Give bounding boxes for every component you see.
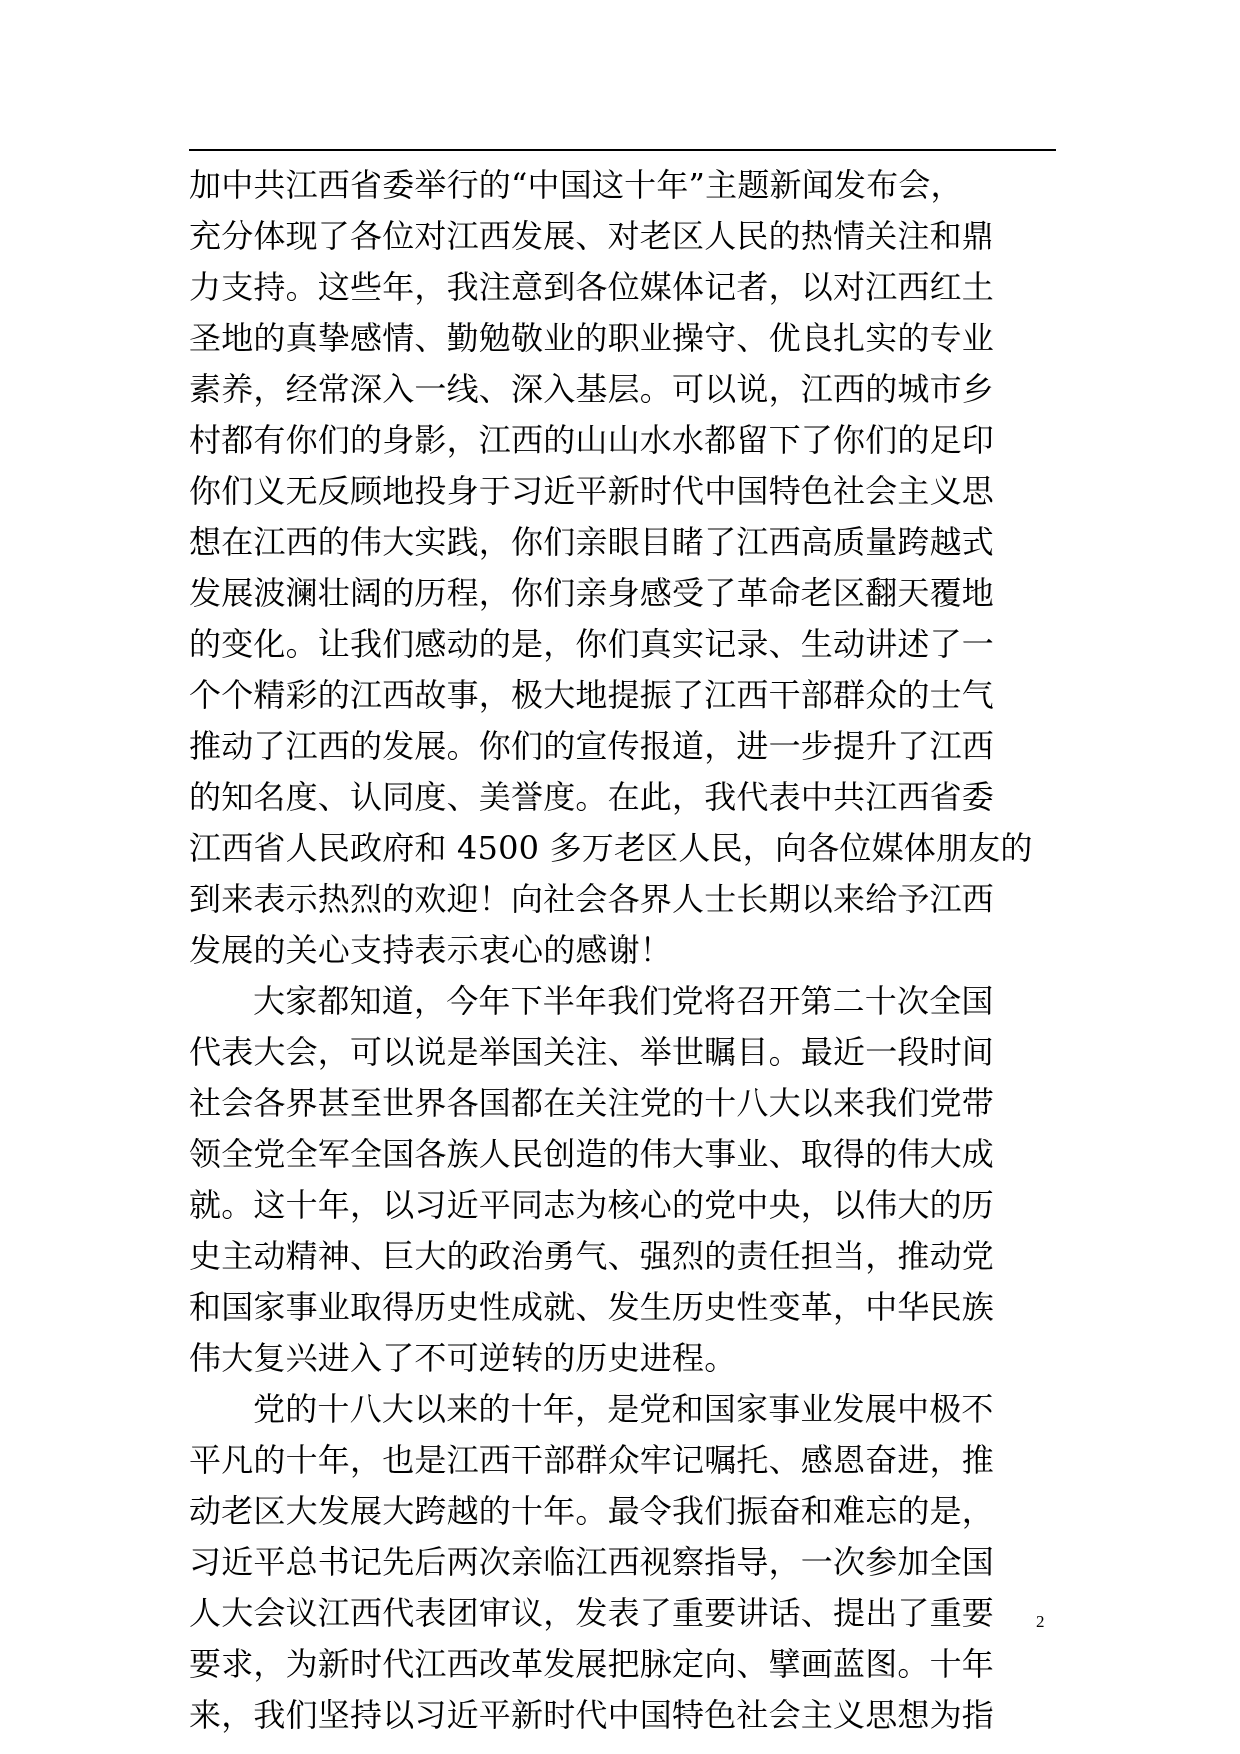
text-line: 和国家事业取得历史性成就、发生历史性变革，中华民族 [189,1288,995,1326]
text-line: 的知名度、认同度、美誉度。在此，我代表中共江西省委 [189,778,995,816]
text-line: 伟大复兴进入了不可逆转的历史进程。 [189,1339,737,1377]
text-line: 的变化。让我们感动的是，你们真实记录、生动讲述了一 [189,625,995,663]
text-line: 个个精彩的江西故事，极大地提振了江西干部群众的士气 [189,676,995,714]
text-line: 想在江西的伟大实践，你们亲眼目睹了江西高质量跨越式 [189,523,995,561]
text-line: 社会各界甚至世界各国都在关注党的十八大以来我们党带 [189,1084,995,1122]
page-number: 2 [1036,1612,1045,1631]
text-line: 领全党全军全国各族人民创造的伟大事业、取得的伟大成 [189,1135,995,1173]
text-line: 发展波澜壮阔的历程，你们亲身感受了革命老区翻天覆地 [189,574,995,612]
paragraph-first-line: 大家都知道，今年下半年我们党将召开第二十次全国 [253,982,994,1020]
text-line: 圣地的真挚感情、勤勉敬业的职业操守、优良扎实的专业 [189,319,995,357]
text-line: 动老区大发展大跨越的十年。最令我们振奋和难忘的是， [189,1492,995,1530]
text-line: 素养，经常深入一线、深入基层。可以说，江西的城市乡 [189,370,995,408]
text-line: 来，我们坚持以习近平新时代中国特色社会主义思想为指 [189,1696,995,1734]
header-rule [189,149,1056,151]
body-text [189,160,1056,1741]
text-line: 力支持。这些年，我注意到各位媒体记者，以对江西红土 [189,268,995,306]
text-line: 习近平总书记先后两次亲临江西视察指导，一次参加全国 [189,1543,995,1581]
text-line: 推动了江西的发展。你们的宣传报道，进一步提升了江西 [189,727,995,765]
text-line: 发展的关心支持表示衷心的感谢！ [189,931,673,969]
text-line: 江西省人民政府和 4500 多万老区人民，向各位媒体朋友的 [189,829,1033,867]
text-line: 要求，为新时代江西改革发展把脉定向、擘画蓝图。十年 [189,1645,995,1683]
text-line: 充分体现了各位对江西发展、对老区人民的热情关注和鼎 [189,217,995,255]
paragraph-first-line: 党的十八大以来的十年，是党和国家事业发展中极不 [253,1390,994,1428]
text-line: 村都有你们的身影，江西的山山水水都留下了你们的足印 [189,421,995,459]
text-line: 你们义无反顾地投身于习近平新时代中国特色社会主义思 [189,472,995,510]
text-line: 史主动精神、巨大的政治勇气、强烈的责任担当，推动党 [189,1237,995,1275]
text-line: 平凡的十年，也是江西干部群众牢记嘱托、感恩奋进，推 [189,1441,995,1479]
text-line: 人大会议江西代表团审议，发表了重要讲话、提出了重要 [189,1594,995,1632]
text-line: 到来表示热烈的欢迎！向社会各界人士长期以来给予江西 [189,880,995,918]
text-line: 加中共江西省委举行的“中国这十年”主题新闻发布会， [189,166,963,204]
text-line: 代表大会，可以说是举国关注、举世瞩目。最近一段时间 [189,1033,995,1071]
text-line: 就。这十年，以习近平同志为核心的党中央，以伟大的历 [189,1186,995,1224]
